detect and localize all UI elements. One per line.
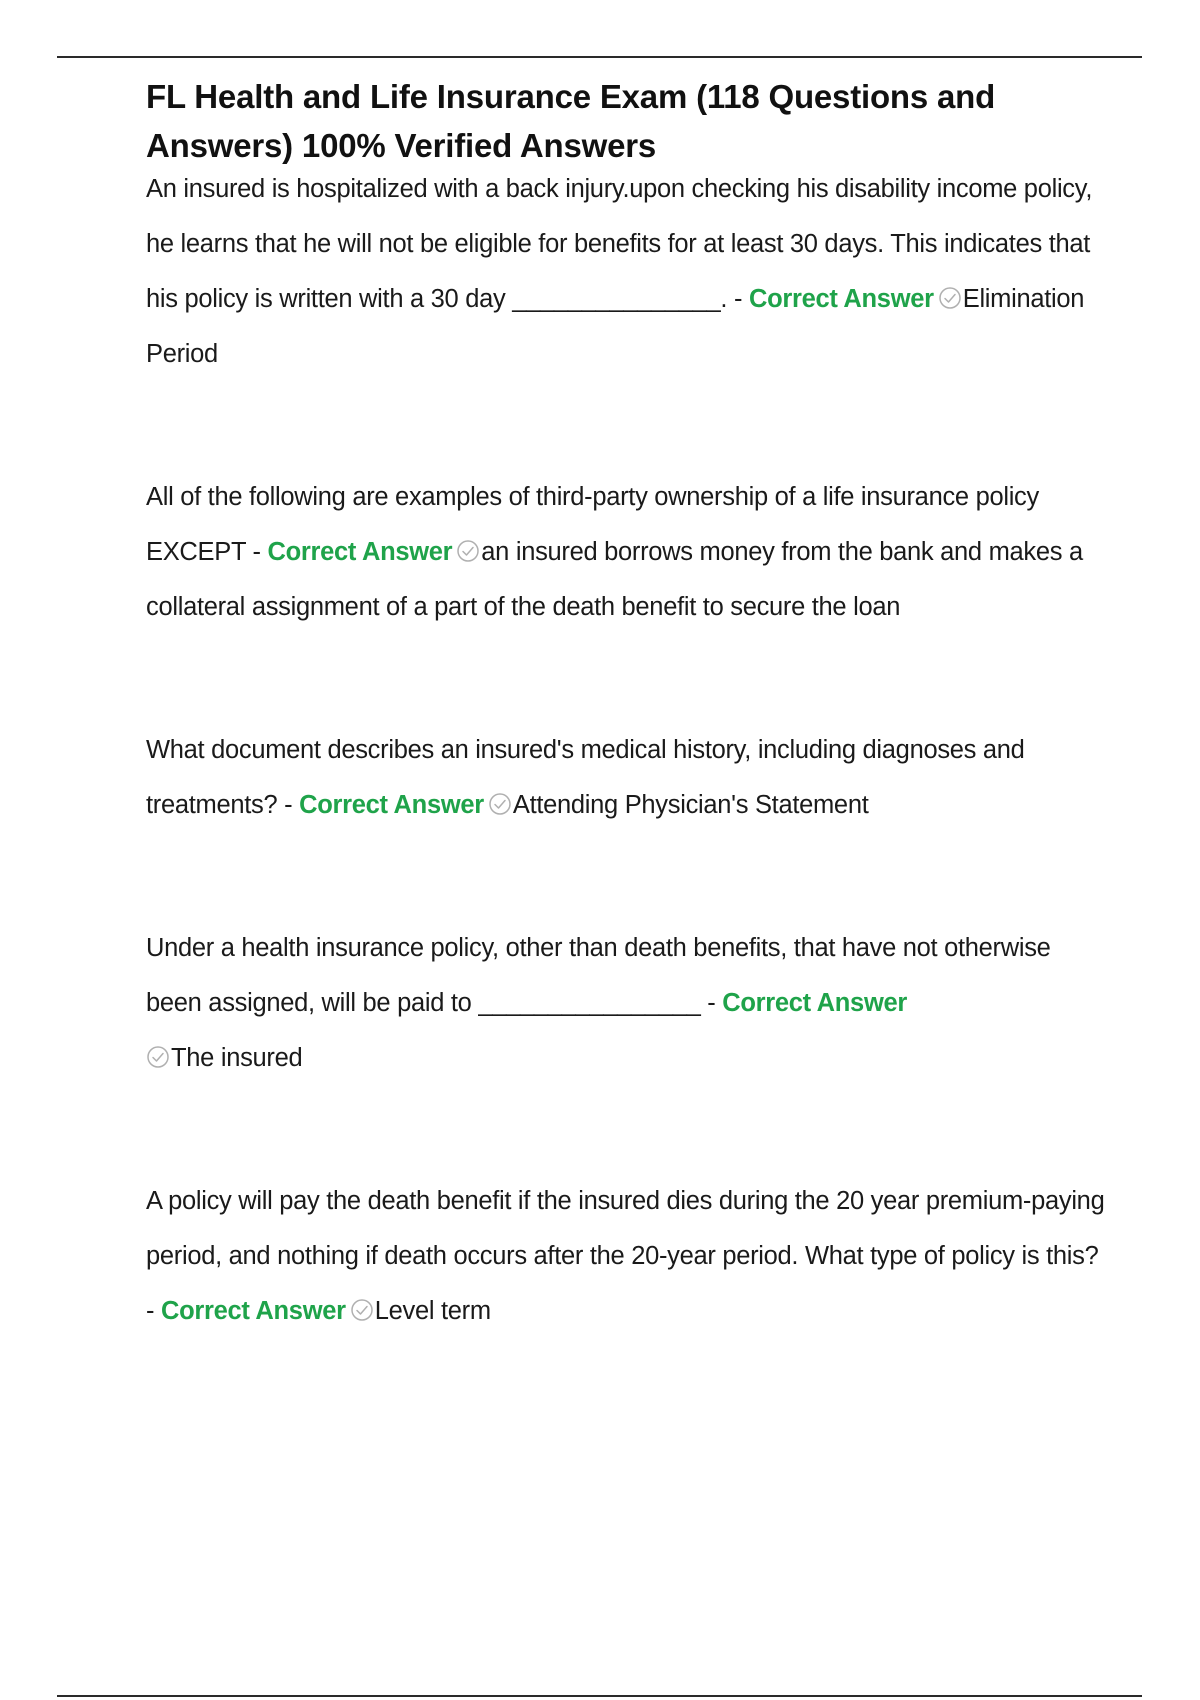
top-rule	[57, 56, 1142, 58]
document-body	[146, 72, 1106, 1339]
correct-answer-label: Correct Answer	[267, 538, 453, 566]
separator: -	[146, 1297, 161, 1325]
separator: -	[727, 285, 749, 313]
question-text: What document describes an insured's medical history, including diagnoses and treatments?	[146, 736, 1025, 819]
qa-item-5	[146, 1174, 1106, 1339]
circle-check-icon	[350, 1298, 374, 1322]
qa-item-3	[146, 723, 1106, 833]
correct-answer-label: Correct Answer	[160, 1297, 346, 1325]
bottom-rule	[57, 1695, 1142, 1697]
question-text: A policy will pay the death benefit if the insured dies during the 20 year premium-paying period, and nothing if death occurs after the 20-year period. What type of policy is this?	[146, 1187, 1105, 1270]
separator: -	[245, 538, 268, 566]
circle-check-icon	[146, 1045, 170, 1069]
qa-item-4	[146, 921, 1106, 1086]
question-text: An insured is hospitalized with a back injury.upon checking his disability income policy, he learns that he will not be eligible for benefits for at least 30 days. This indicates that his policy is written with a 30 day _______________.	[146, 175, 1093, 313]
qa-item-1	[146, 162, 1106, 382]
circle-check-icon	[938, 286, 962, 310]
correct-answer-label: Correct Answer	[748, 285, 934, 313]
correct-answer-label: Correct Answer	[722, 989, 907, 1017]
separator: -	[277, 791, 300, 819]
answer-text: The insured	[171, 1044, 303, 1072]
circle-check-icon	[488, 792, 512, 816]
correct-answer-label: Correct Answer	[299, 791, 484, 819]
answer-text: Attending Physician's Statement	[512, 791, 869, 819]
question-text: All of the following are examples of third-party ownership of a life insurance policy EXCEPT	[146, 483, 1039, 566]
answer-text: Elimination Period	[146, 285, 1085, 368]
answer-text: Level term	[374, 1297, 491, 1325]
qa-item-2	[146, 470, 1106, 635]
document-title: FL Health and Life Insurance Exam (118 Questions and Answers) 100% Verified Answers	[146, 78, 996, 164]
question-text: Under a health insurance policy, other than death benefits, that have not otherwise been assigned, will be paid to ________________	[146, 934, 1051, 1017]
separator: -	[700, 989, 723, 1017]
circle-check-icon	[456, 539, 480, 563]
answer-text: an insured borrows money from the bank and makes a collateral assignment of a part of the death benefit to secure the loan	[146, 538, 1083, 621]
